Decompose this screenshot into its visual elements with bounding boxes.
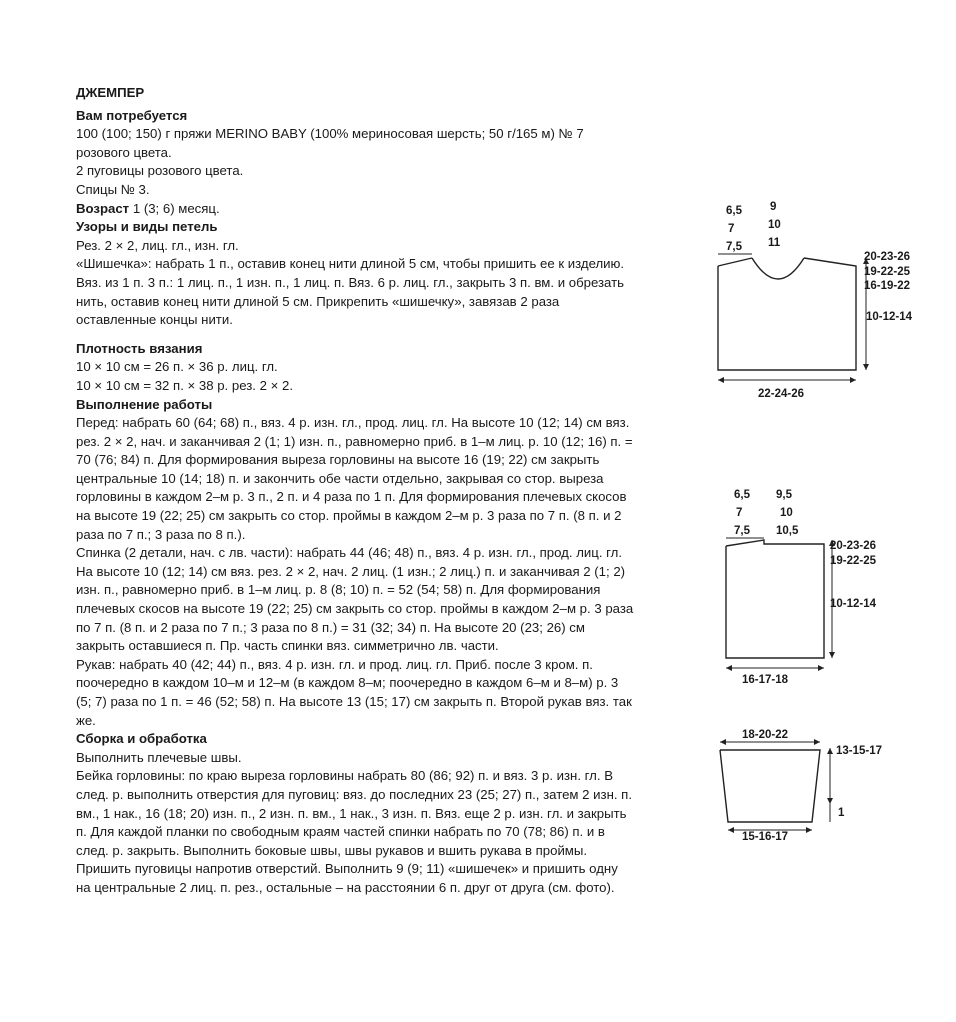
sleeve-bottom-band: 1: [838, 807, 845, 819]
age-value: 1 (3; 6) месяц.: [129, 200, 220, 216]
sleeve-schematic: [680, 724, 956, 854]
front-armhole-height: 19-22-25: [864, 266, 911, 278]
sleeve-top-width: 18-20-22: [742, 729, 789, 741]
back-width: 16-17-18: [742, 674, 789, 686]
materials-line: Спицы № 3.: [76, 181, 150, 197]
back-shoulder-2: 7: [736, 507, 743, 519]
front-shoulder-1: 6,5: [726, 205, 742, 217]
front-instructions: Перед: набрать 60 (64; 68) п., вяз. 4 р. изн. гл., прод. лиц. гл. На высоте 10 (12; 14) см вяз. рез. 2 × 2, нач. и заканчивая 2 (1; 1) изн. п., равномерно приб. в 1–м лиц. р. 10 (12; 16) п. = 70 (76; 84) п. Для формирования выреза горловины на высоте 16 (19; 22) см закрыть центральные 10 (14; 18) п. и закончить обе части отдельно, закрывая со стор. выреза горловины в каждом 2–м р. 3 п., 2 п. и 4 раза по 1 п. Для формирования плечевых скосов на высоте 19 (22; 25) см закрыть со стор. проймы в каждом 2–м р. 3 раза по 7 п. (8 п. и 2 раза по 7 п.; 3 раза по 8 п.).: [76, 415, 633, 542]
back-total-height: 20-23-26: [830, 540, 877, 552]
sleeve-instructions: Рукав: набрать 40 (42; 44) п., вяз. 4 р. изн. гл. и прод. лиц. гл. Приб. после 3 кром. п. поочередно в каждом 10–м и 12–м (в каждом 8–м; поочередно в каждом 6–м и 8–м) р. 3 (5; 7) раза по 1 п. = 46 (52; 58) п. На высоте 13 (15; 17) см закрыть п. Второй рукав вяз. так же.: [76, 656, 632, 728]
sleeve-height: 13-15-17: [836, 745, 883, 757]
front-rib-height: 10-12-14: [866, 311, 913, 323]
back-rib-height: 10-12-14: [830, 598, 877, 610]
assembly-line: Выполнить плечевые швы.: [76, 749, 242, 765]
gauge-line: 10 × 10 см = 26 п. × 36 р. лиц. гл.: [76, 359, 278, 375]
front-width: 22-24-26: [758, 388, 805, 400]
back-neck-2: 10: [780, 507, 793, 519]
back-neck-3: 10,5: [776, 525, 799, 537]
document-title: ДЖЕМПЕР: [76, 85, 145, 100]
front-neck-2: 10: [768, 219, 781, 231]
age-line: [76, 200, 636, 219]
back-armhole-height: 19-22-25: [830, 555, 877, 567]
back-instructions: Спинка (2 детали, нач. с лв. части): набрать 44 (46; 48) п., вяз. 4 р. изн. гл., прод. лиц. гл. На высоте 10 (12; 14) см вяз. рез. 2 × 2, нач. 2 лиц. (1 изн.; 2 лиц.) п. и заканчивая 2 (1; 2) изн. п., равномерно приб. в 1–м лиц. р. 8 (8; 10) п. = 52 (54; 58) п. Для формирования плечевых скосов на высоте 19 (22; 25) см закрыть со стор. проймы в каждом 2–м р. 3 раза по 7 п. (8 п. и 2 раза по 7 п.; 3 раза по 8 п.) = 31 (32; 34) п. На высоте 20 (23; 26) см закрыть оставшиеся п. Пр. часть спинки вяз. симметрично лв. части.: [76, 545, 634, 654]
front-shoulder-2: 7: [728, 223, 735, 235]
sleeve-bottom-width: 15-16-17: [742, 831, 789, 843]
front-neck-3: 11: [768, 237, 781, 249]
materials-line: 2 пуговицы розового цвета.: [76, 163, 244, 179]
front-neck-height: 16-19-22: [864, 280, 911, 292]
bobble-pattern: «Шишечка»: набрать 1 п., оставив конец нити длиной 5 см, чтобы пришить ее к изделию. Вяз. из 1 п. 3 п.: 1 лиц. п., 1 изн. п., 1 лиц. п. Вяз. 6 р. лиц. гл., закрыть 3 п. вм. и обрезать нить, оставив конец нити длиной 5 см. Прикрепить «шишечку», завязав 2 раза оставленные концы нити.: [76, 256, 625, 328]
gauge-heading: Плотность вязания: [76, 340, 203, 356]
rib-pattern: Рез. 2 × 2, лиц. гл., изн. гл.: [76, 237, 239, 253]
front-total-height: 20-23-26: [864, 251, 911, 263]
assembly-line: Бейка горловины: по краю выреза горловины набрать 80 (86; 92) п. и вяз. 3 р. изн. гл. В след. р. выполнить отверстия для пуговиц: вяз. до последних 23 (25; 27) п., затем 2 изн. п. вм., 1 нак., 16 (18; 20) изн. п., 2 изн. п. вм., 1 нак., 3 изн. п. Вяз. еще 2 р. изн. гл. и закрыть п. Для каждой планки по свободным краям частей спинки набрать по 70 (78; 86) п. и в след. р. закрыть. Выполнить боковые швы, швы рукавов и вшить рукава в проймы. Пришить пуговицы напротив отверстий. Выполнить 9 (9; 11) «шишечек» и пришить одну на центральные 2 лиц. п. рез., остальные – на расстоянии 6 п. друг от друга (см. фото).: [76, 768, 632, 895]
back-neck-1: 9,5: [776, 489, 792, 501]
front-neck-1: 9: [770, 201, 777, 213]
assembly-heading: Сборка и обработка: [76, 731, 207, 747]
patterns-heading: Узоры и виды петель: [76, 219, 218, 235]
age-label: Возраст: [76, 200, 130, 216]
front-schematic: [680, 196, 956, 406]
back-schematic: [680, 482, 956, 692]
materials-line: 100 (100; 150) г пряжи MERINO BABY (100% мериносовая шерсть; 50 г/165 м) № 7 розового цвета.: [76, 126, 584, 160]
instructions-heading: Выполнение работы: [76, 396, 213, 412]
gauge-line: 10 × 10 см = 32 п. × 38 р. рез. 2 × 2.: [76, 377, 293, 393]
front-shoulder-3: 7,5: [726, 241, 742, 253]
materials-heading: Вам потребуется: [76, 107, 188, 123]
back-shoulder-1: 6,5: [734, 489, 750, 501]
back-shoulder-3: 7,5: [734, 525, 750, 537]
pattern-text: [76, 84, 636, 898]
